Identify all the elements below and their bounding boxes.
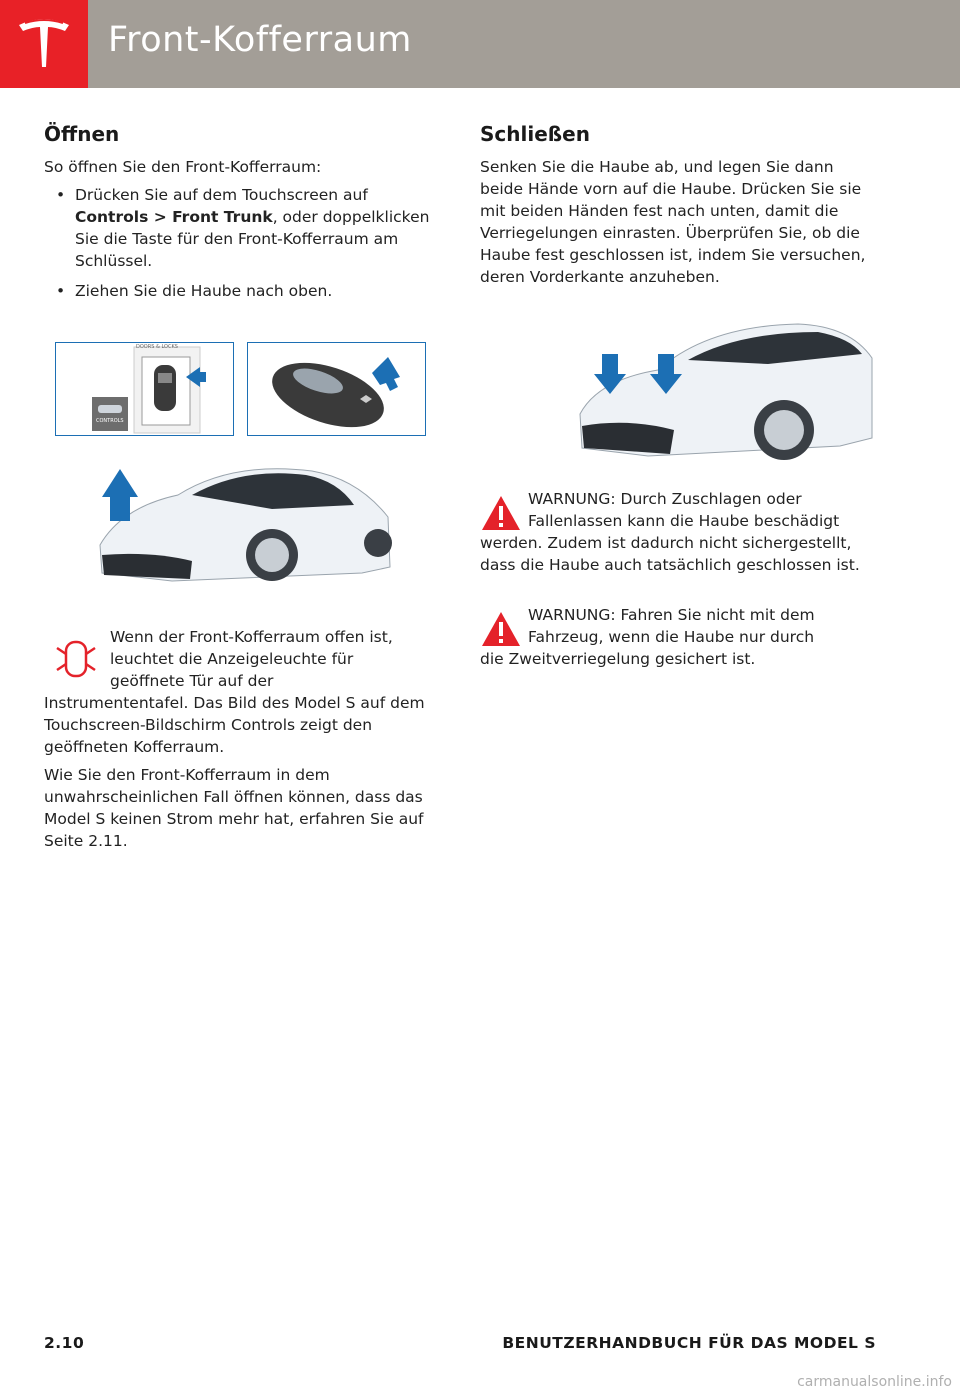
figure-row: [55, 342, 427, 436]
section-open: [44, 122, 439, 310]
warning-triangle-icon: [480, 494, 522, 536]
list-item: • Ziehen Sie die Haube nach oben.: [44, 280, 439, 302]
warning-slam-hood: WARNUNG: Durch Zuschlagen oder Fallenlassen kann die Haube beschädigt werden. Zudem ist dadurch nicht sichergestellt, dass die Haube auch tatsächlich geschlossen ist.: [480, 490, 860, 574]
indicator-paragraph: Wenn der Front-Kofferraum offen ist, leuchtet die Anzeigeleuchte für geöffnete Tür auf der Instrumententafel. Das Bild des Model S auf dem Touchscreen-Bildschirm Controls zeigt den geöffneten Kofferraum.: [44, 628, 425, 756]
car-open-hood-figure: [92, 455, 392, 599]
key-fob-figure: [247, 342, 426, 436]
car-close-hood-figure: [578, 318, 874, 482]
watermark: carmanualsonline.info: [797, 1374, 952, 1390]
warning-triangle-icon: [480, 610, 522, 652]
page-title: Front-Kofferraum: [108, 20, 412, 60]
page-number: 2.10: [44, 1334, 85, 1352]
section-heading-close: Schließen: [480, 122, 590, 146]
close-body: Senken Sie die Haube ab, und legen Sie dann beide Hände vorn auf die Haube. Drücken Sie sie mit beiden Händen fest nach unten, damit die Verriegelungen einrasten. Überprüfen Sie, ob die Haube fest geschlossen ist, indem Sie versuchen, deren Vorderkante anzuheben.: [480, 158, 866, 286]
open-steps-list: [44, 184, 439, 302]
manual-title: BENUTZERHANDBUCH FÜR DAS MODEL S: [502, 1334, 876, 1352]
section-close: [480, 122, 875, 288]
intro-text: So öffnen Sie den Front-Kofferraum:: [44, 158, 322, 176]
warning-secondary-latch: WARNUNG: Fahren Sie nicht mit dem Fahrzeug, wenn die Haube nur durch die Zweitverriegelung gesichert ist.: [480, 606, 815, 668]
door-open-indicator-icon: [52, 634, 100, 686]
page-header: [0, 0, 960, 88]
controls-path: Controls > Front Trunk: [75, 208, 273, 226]
section-heading-open: Öffnen: [44, 122, 120, 146]
tesla-logo-icon: [0, 0, 88, 88]
touchscreen-controls-label: CONTROLS: [96, 418, 124, 424]
touchscreen-header-label: DOORS & LOCKS: [136, 344, 178, 350]
touchscreen-figure: [55, 342, 234, 436]
list-item: • Drücken Sie auf dem Touchscreen auf Controls > Front Trunk, oder doppelklicken Sie die Taste für den Front-Kofferraum am Schlüssel.: [44, 184, 439, 272]
no-power-paragraph: Wie Sie den Front-Kofferraum in dem unwahrscheinlichen Fall öffnen können, dass das Model S keinen Strom mehr hat, erfahren Sie auf Seite 2.11.: [44, 766, 424, 850]
